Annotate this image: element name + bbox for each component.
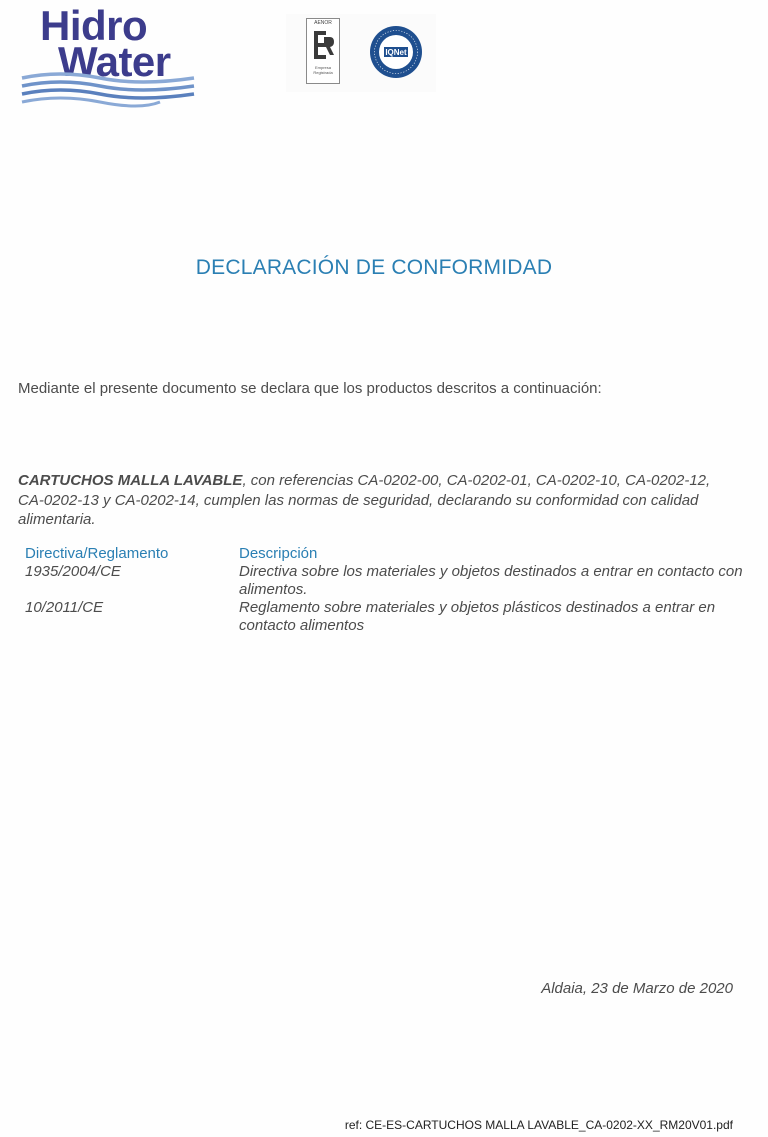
directives-header-row [25, 545, 755, 563]
product-text: , con referencias CA-0202-00, CA-0202-01, CA-0202-10, CA-0202-12, CA-0202-13 y CA-0202-14, cumplen las normas de seguridad, declarando su conformidad con calidad alimentaria. [18, 472, 711, 528]
logo-waves-icon [20, 72, 196, 112]
certification-logos [286, 14, 436, 92]
aenor-er-icon [311, 28, 335, 62]
aenor-sublabel: Empresa Registrada [313, 65, 333, 75]
directive-row [25, 563, 755, 599]
hidrowater-logo [20, 4, 196, 114]
logo-word-hidro: Hidro [40, 2, 148, 49]
header-description: Descripción [239, 545, 318, 562]
product-paragraph [18, 471, 736, 530]
directives-table [25, 545, 755, 635]
document-title: DECLARACIÓN DE CONFORMIDAD [195, 256, 553, 279]
directive-ref: 1935/2004/CE [25, 563, 121, 580]
product-name: CARTUCHOS MALLA LAVABLE [18, 472, 243, 489]
header-directive: Directiva/Reglamento [25, 545, 169, 562]
place-date: Aldaia, 23 de Marzo de 2020 [541, 980, 733, 997]
logo-word-water: Water [58, 38, 171, 85]
directive-row [25, 599, 755, 635]
aenor-er-logo [306, 18, 340, 84]
aenor-label: AENOR [314, 20, 332, 26]
directive-description: Reglamento sobre materiales y objetos plásticos destinados a entrar en contacto alimentos [239, 599, 716, 634]
intro-paragraph: Mediante el presente documento se declara que los productos descritos a continuación: [18, 380, 602, 397]
svg-text:IQNet: IQNet [385, 48, 407, 57]
iqnet-certified-icon [368, 24, 424, 80]
footer-reference: ref: CE-ES-CARTUCHOS MALLA LAVABLE_CA-0202-XX_RM20V01.pdf [344, 1118, 733, 1132]
directive-ref: 10/2011/CE [25, 599, 104, 616]
directive-description: Directiva sobre los materiales y objetos destinados a entrar en contacto con alimentos. [239, 563, 743, 598]
